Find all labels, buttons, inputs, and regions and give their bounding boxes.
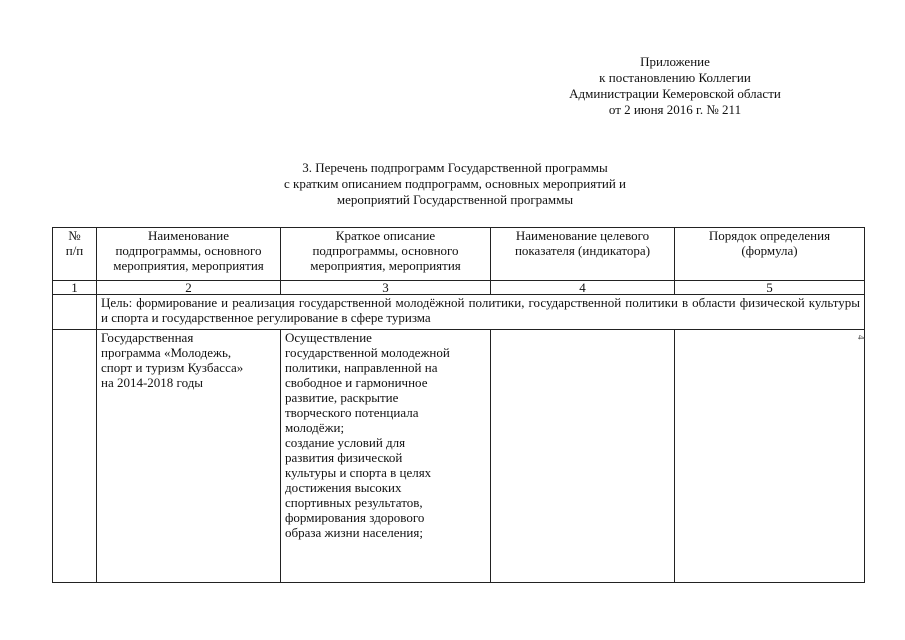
title-line: мероприятий Государственной программы: [336, 192, 574, 207]
appendix-line: Приложение: [640, 54, 710, 69]
subprogram-table: [52, 227, 865, 583]
header-number: № п/п: [53, 228, 97, 281]
title-line: с кратким описанием подпрограмм, основных мероприятий и: [283, 176, 626, 191]
appendix-block: [540, 54, 810, 118]
goal-empty-cell: [53, 295, 97, 330]
appendix-line: от 2 июня 2016 г. № 211: [608, 102, 742, 117]
page-number: 4: [856, 335, 866, 340]
row-name: Государственная программа «Молодежь, спорт и туризм Кузбасса» на 2014-2018 годы: [97, 330, 281, 583]
title-line: 3. Перечень подпрограмм Государственной программы: [302, 160, 608, 175]
goal-cell: [97, 295, 865, 330]
row-indicator: [491, 330, 675, 583]
appendix-line: к постановлению Коллегии: [599, 70, 751, 85]
column-number-row: [53, 281, 865, 295]
column-number: 2: [97, 281, 281, 295]
header-formula: Порядок определения (формула): [675, 228, 865, 281]
table-header-row: [53, 228, 865, 281]
column-number: 5: [675, 281, 865, 295]
column-number: 3: [281, 281, 491, 295]
header-name: Наименование подпрограммы, основного мероприятия, мероприятия: [97, 228, 281, 281]
row-number: [53, 330, 97, 583]
document-title: [200, 160, 710, 208]
row-description: Осуществление государственной молодежной политики, направленной на свободное и гармоничное развитие, раскрытие творческого потенциала молодёжи; создание условий для развития физической культуры и спорта в целях достижения высоких спортивных результатов, формирования здорового образа жизни населения;: [281, 330, 491, 583]
header-description: Краткое описание подпрограммы, основного мероприятия, мероприятия: [281, 228, 491, 281]
column-number: 4: [491, 281, 675, 295]
goal-text: Цель: формирование и реализация государственной молодёжной политики, государственной политики в области физической культуры и спорта и государственное регулирование в сфере туризма: [101, 295, 860, 325]
appendix-line: Администрации Кемеровской области: [569, 86, 781, 101]
row-formula: [675, 330, 865, 583]
table-row: [53, 330, 865, 583]
goal-row: [53, 295, 865, 330]
header-indicator: Наименование целевого показателя (индикатора): [491, 228, 675, 281]
column-number: 1: [53, 281, 97, 295]
